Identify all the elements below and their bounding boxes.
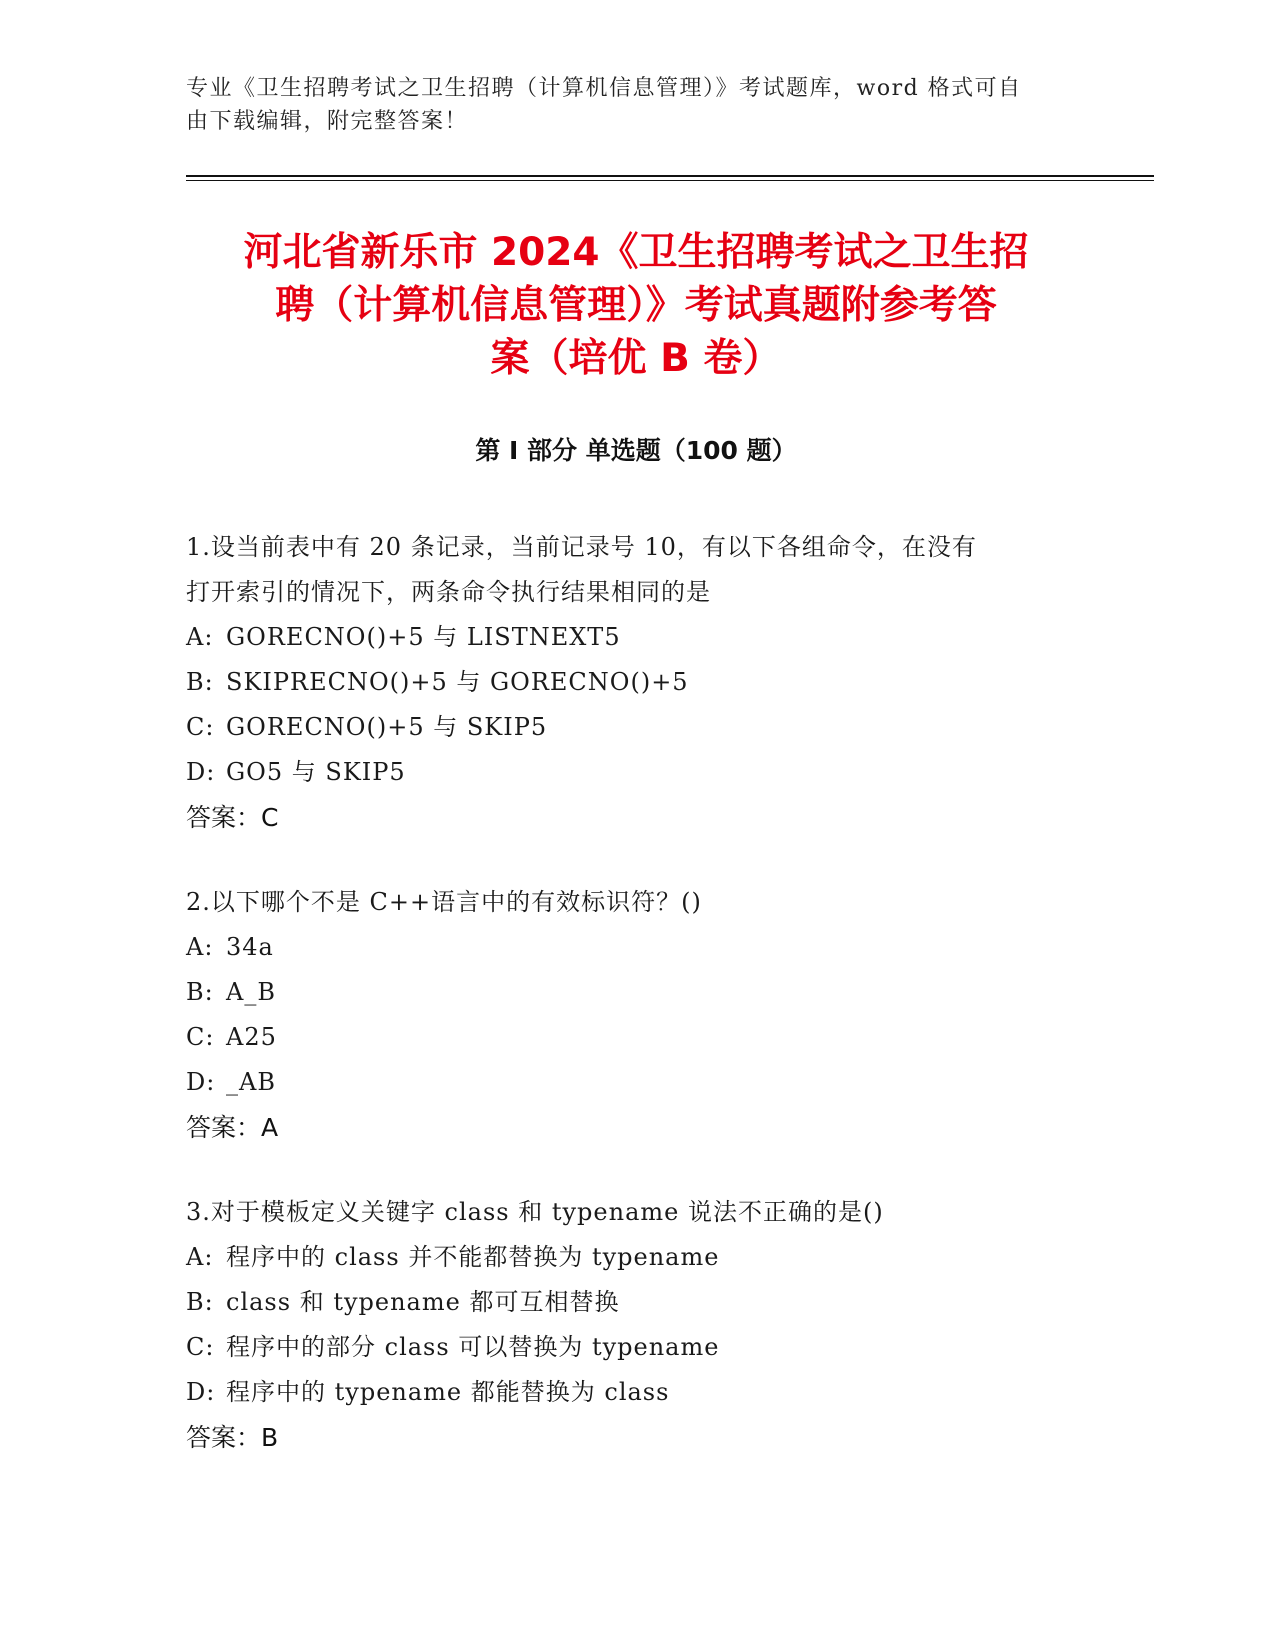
option-text: A_B <box>226 978 276 1006</box>
option-text: GORECNO()+5 与 SKIP5 <box>226 713 548 741</box>
option-text: class 和 typename 都可互相替换 <box>226 1288 620 1316</box>
question-1 <box>186 525 1086 840</box>
option-a <box>186 615 1086 660</box>
option-letter: D: <box>186 1378 216 1406</box>
option-letter: A: <box>186 623 214 651</box>
question-3 <box>186 1190 1086 1460</box>
option-letter: A: <box>186 1243 214 1271</box>
option-letter: D: <box>186 1068 216 1096</box>
option-b <box>186 970 1086 1015</box>
option-letter: A: <box>186 933 214 961</box>
question-stem: 2.以下哪个不是 C++语言中的有效标识符？() <box>186 888 702 916</box>
question-list <box>186 525 1086 1500</box>
answer-label: 答案：A <box>186 1113 279 1142</box>
header-divider-thick <box>186 175 1154 177</box>
header-note-line-1: 专业《卫生招聘考试之卫生招聘（计算机信息管理）》考试题库，word 格式可自 <box>186 76 1022 101</box>
section-heading: 第 I 部分 单选题（100 题） <box>475 436 797 465</box>
option-a <box>186 1235 1086 1280</box>
document-title-line-2: 聘（计算机信息管理）》考试真题附参考答 <box>275 283 997 328</box>
option-text: SKIPRECNO()+5 与 GORECNO()+5 <box>226 668 689 696</box>
option-letter: B: <box>186 668 214 696</box>
header-note-line-2: 由下载编辑，附完整答案！ <box>186 109 469 134</box>
document-title-line-1: 河北省新乐市 2024《卫生招聘考试之卫生招 <box>243 230 1029 275</box>
header-divider-thin <box>186 180 1154 181</box>
option-letter: C: <box>186 713 215 741</box>
option-text: _AB <box>226 1068 276 1096</box>
question-stem-continued: 打开索引的情况下，两条命令执行结果相同的是 <box>186 578 711 606</box>
option-c <box>186 705 1086 750</box>
option-d <box>186 1370 1086 1415</box>
option-b <box>186 660 1086 705</box>
option-text: 程序中的 class 并不能都替换为 typename <box>226 1243 720 1271</box>
option-b <box>186 1280 1086 1325</box>
header-note <box>186 72 1086 138</box>
option-text: A25 <box>226 1023 277 1051</box>
option-text: GO5 与 SKIP5 <box>226 758 406 786</box>
question-stem: 3.对于模板定义关键字 class 和 typename 说法不正确的是() <box>186 1198 884 1226</box>
option-letter: B: <box>186 1288 214 1316</box>
option-c <box>186 1015 1086 1060</box>
option-text: 程序中的部分 class 可以替换为 typename <box>226 1333 720 1361</box>
question-2 <box>186 880 1086 1150</box>
question-stem: 1.设当前表中有 20 条记录，当前记录号 10，有以下各组命令，在没有 <box>186 533 977 561</box>
option-d <box>186 750 1086 795</box>
option-text: 程序中的 typename 都能替换为 class <box>226 1378 670 1406</box>
option-c <box>186 1325 1086 1370</box>
option-letter: C: <box>186 1333 215 1361</box>
option-text: GORECNO()+5 与 LISTNEXT5 <box>226 623 621 651</box>
document-title <box>186 226 1086 385</box>
option-letter: B: <box>186 978 214 1006</box>
option-letter: D: <box>186 758 216 786</box>
option-text: 34a <box>226 933 274 961</box>
document-title-line-3: 案（培优 B 卷） <box>490 336 782 381</box>
answer-label: 答案：B <box>186 1423 279 1452</box>
option-d <box>186 1060 1086 1105</box>
option-a <box>186 925 1086 970</box>
answer-label: 答案：C <box>186 803 279 832</box>
option-letter: C: <box>186 1023 215 1051</box>
